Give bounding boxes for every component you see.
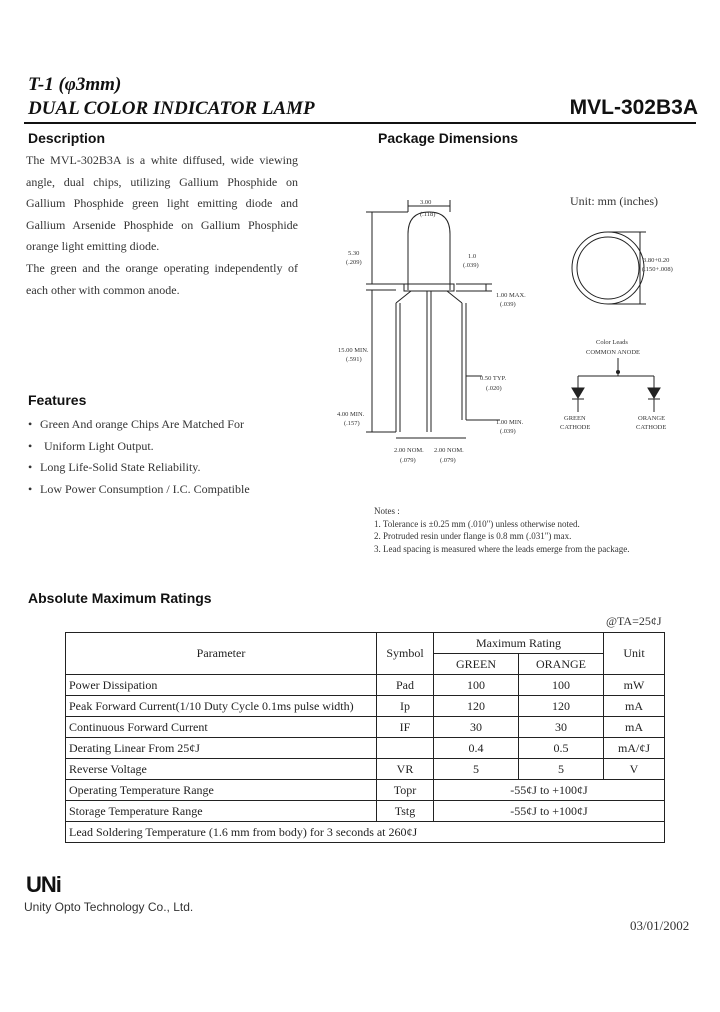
cell-param: Operating Temperature Range [66, 780, 377, 801]
title-package: T-1 (φ3mm) [28, 74, 122, 95]
col-orange: ORANGE [519, 654, 604, 675]
description-text [26, 150, 298, 301]
unit-label: Unit: mm (inches) [570, 194, 658, 208]
cell-param: Derating Linear From 25¢J [66, 738, 377, 759]
dim-flange: 1.0 [468, 253, 477, 260]
features-heading: Features [28, 392, 87, 408]
table-header-row [66, 633, 665, 654]
table-row [66, 780, 665, 801]
lead-bend-right [447, 291, 462, 303]
dim-lead-w-in: (.020) [486, 385, 502, 392]
dim-resin-in: (.039) [500, 301, 516, 308]
dim-space1-in: (.079) [400, 457, 416, 464]
package-drawing [330, 185, 700, 475]
cell-range: -55¢J to +100¢J [434, 780, 665, 801]
header-rule [24, 122, 696, 124]
table-row [66, 696, 665, 717]
cell-param: Continuous Forward Current [66, 717, 377, 738]
dim-width: 3.00 [420, 199, 432, 206]
top-view-inner [577, 237, 639, 299]
cell-param: Reverse Voltage [66, 759, 377, 780]
dim-top: 3.80+0.20 [643, 257, 670, 264]
description-heading: Description [28, 130, 106, 146]
notes-title: Notes : [374, 506, 400, 516]
cell-param: Storage Temperature Range [66, 801, 377, 822]
cell-symbol [377, 738, 434, 759]
led-flange [404, 284, 454, 291]
dim-short-in: (.039) [500, 428, 516, 435]
dim-space2: 2.00 NOM. [434, 447, 464, 454]
table-row [66, 675, 665, 696]
dim-width-in: (.118) [420, 211, 436, 218]
feature-item: • Low Power Consumption / I.C. Compatible [28, 479, 318, 501]
cell-symbol: Tstg [377, 801, 434, 822]
col-unit: Unit [604, 633, 665, 675]
col-symbol: Symbol [377, 633, 434, 675]
cell-unit: mA/¢J [604, 738, 665, 759]
ratings-table [65, 632, 665, 843]
cell-param: Power Dissipation [66, 675, 377, 696]
circuit-title: Color Leads [596, 339, 628, 346]
company-logo: UNi [26, 872, 61, 897]
cell-symbol: Topr [377, 780, 434, 801]
circuit-orange: ORANGE [638, 415, 666, 422]
circuit-common: COMMON ANODE [586, 349, 640, 356]
cell-orange: 0.5 [519, 738, 604, 759]
part-number: MVL-302B3A [569, 96, 698, 119]
circuit-green-sub: CATHODE [560, 424, 591, 431]
cell-range: -55¢J to +100¢J [434, 801, 665, 822]
dim-flange-in: (.039) [463, 262, 479, 269]
ratings-heading: Absolute Maximum Ratings [28, 590, 212, 606]
cell-symbol: Ip [377, 696, 434, 717]
green-diode-icon [572, 388, 584, 398]
dim-space1: 2.00 NOM. [394, 447, 424, 454]
circuit-green: GREEN [564, 415, 586, 422]
document-date: 03/01/2002 [630, 918, 690, 933]
table-row [66, 801, 665, 822]
feature-item: • Long Life-Solid State Reliability. [28, 457, 318, 479]
ratings-condition: @TA=25¢J [606, 614, 662, 628]
cell-symbol: IF [377, 717, 434, 738]
cell-green: 5 [434, 759, 519, 780]
dim-min-left-in: (.157) [344, 420, 360, 427]
dim-short: 1.00 MIN. [496, 419, 524, 426]
note-2: 2. Protruded resin under flange is 0.8 mm (.031") max. [374, 531, 572, 541]
col-green: GREEN [434, 654, 519, 675]
dim-min-left: 4.00 MIN. [337, 411, 365, 418]
feature-item: • Green And orange Chips Are Matched For [28, 414, 318, 436]
package-heading: Package Dimensions [378, 130, 519, 146]
table-row [66, 717, 665, 738]
dim-lead-len-in: (.591) [346, 356, 362, 363]
circuit-orange-sub: CATHODE [636, 424, 667, 431]
cell-orange: 100 [519, 675, 604, 696]
lead-bend-left [396, 291, 411, 303]
orange-diode-icon [648, 388, 660, 398]
dim-top-in: (.150+.008) [642, 266, 673, 273]
title-product: DUAL COLOR INDICATOR LAMP [28, 98, 315, 119]
col-max-rating: Maximum Rating [434, 633, 604, 654]
cell-orange: 120 [519, 696, 604, 717]
note-1: 1. Tolerance is ±0.25 mm (.010") unless otherwise noted. [374, 518, 580, 529]
feature-item: • Uniform Light Output. [28, 436, 318, 458]
cell-unit: V [604, 759, 665, 780]
cell-green: 0.4 [434, 738, 519, 759]
features-list [28, 414, 318, 500]
cell-green: 100 [434, 675, 519, 696]
top-view-outer [572, 232, 644, 304]
description-paragraph-1: The MVL-302B3A is a white diffused, wide viewing angle, dual chips, utilizing Gallium Phosphide on Gallium Phosphide green light emitting diode and Gallium Arsenide Phosphide on Gallium Phosphide orange light emitting diode. [26, 153, 298, 254]
cell-param: Peak Forward Current(1/10 Duty Cycle 0.1ms pulse width) [66, 696, 377, 717]
notes [374, 505, 629, 555]
col-parameter: Parameter [66, 633, 377, 675]
cell-symbol: VR [377, 759, 434, 780]
table-row [66, 759, 665, 780]
led-dome [408, 212, 450, 290]
cell-green: 30 [434, 717, 519, 738]
cell-orange: 5 [519, 759, 604, 780]
description-paragraph-2: The green and the orange operating independently of each other with common anode. [26, 260, 298, 297]
cell-unit: mA [604, 696, 665, 717]
cell-unit: mA [604, 717, 665, 738]
dim-space2-in: (.079) [440, 457, 456, 464]
dim-lead-w: 0.50 TYP. [480, 375, 507, 382]
dim-lead-len: 15.00 MIN. [338, 347, 369, 354]
company-name: Unity Opto Technology Co., Ltd. [24, 900, 194, 914]
note-3: 3. Lead spacing is measured where the leads emerge from the package. [374, 543, 630, 554]
cell-orange: 30 [519, 717, 604, 738]
cell-green: 120 [434, 696, 519, 717]
cell-solder: Lead Soldering Temperature (1.6 mm from body) for 3 seconds at 260¢J [66, 822, 665, 843]
cell-unit: mW [604, 675, 665, 696]
dim-height: 5.30 [348, 250, 360, 257]
cell-symbol: Pad [377, 675, 434, 696]
dim-resin: 1.00 MAX. [496, 292, 526, 299]
dim-height-in: (.209) [346, 259, 362, 266]
table-row [66, 822, 665, 843]
table-row [66, 738, 665, 759]
